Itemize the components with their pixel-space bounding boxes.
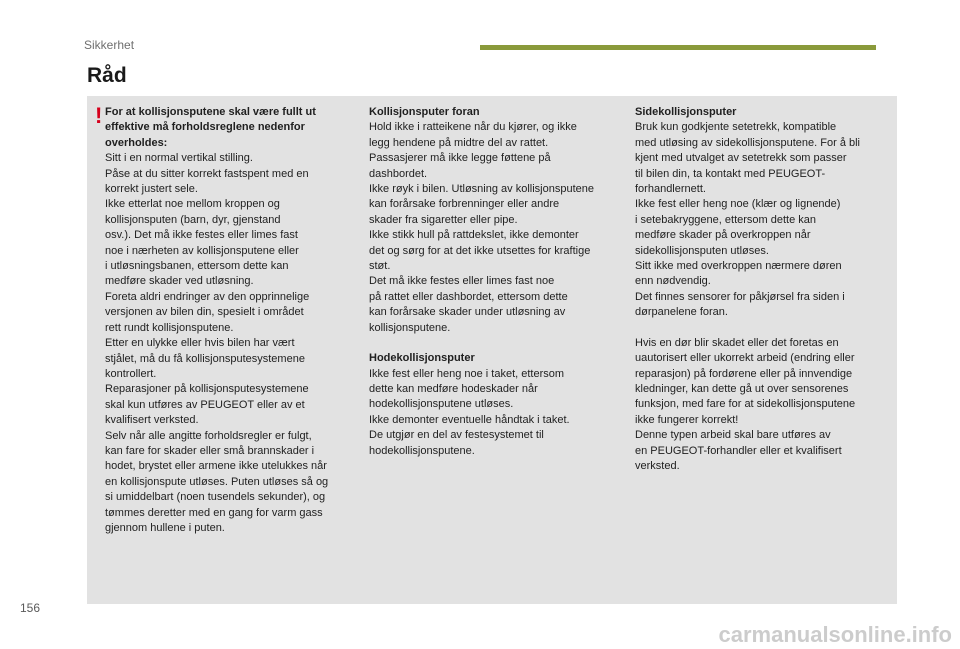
page-title: Råd xyxy=(87,64,127,87)
side-airbags-body: Bruk kun godkjente setetrekk, kompatible med utløsing av sidekollisjonsputene. For å bli kjent med utvalget av setetrekk som passer til bilen din, ta kontakt med PEUGEOT- forhandlernett. Ikke fest eller heng noe (klær og lignende) i setebakryggene, ettersom dette kan medføre skader på overkroppen når sidekollisjonsputen utløses. Sitt ikke med overkroppen nærmere døren enn nødvendig. Det finnes sensorer for påkjørsel fra siden i dørpanelene foran. xyxy=(635,121,861,319)
side-airbags-note: Hvis en dør blir skadet eller det foretas en uautorisert eller ukorrekt arbeid (endring eller reparasjon) på fordørene eller på innvendige kledninger, kan dette gå ut over sensorenes funksjon, med fare for at sidekollisjonsputene ikke fungerer korrekt! Denne typen arbeid skal bare utføres av en PEUGEOT-forhandler eller et kvalifisert verksted. xyxy=(635,336,856,472)
warning-heading: For at kollisjonsputene skal være fullt ut effektive må forholdsreglene nedenfor overholdes: xyxy=(105,106,316,149)
front-and-head-airbags-column xyxy=(369,105,619,459)
advice-box xyxy=(87,96,897,604)
side-airbags-column xyxy=(635,105,887,474)
page-number: 156 xyxy=(20,601,41,615)
section-spacer xyxy=(369,336,619,351)
watermark: carmanualsonline.info xyxy=(718,622,952,647)
section-accent-bar xyxy=(480,45,876,50)
warning-column xyxy=(95,103,355,536)
side-airbags-heading: Sidekollisjonsputer xyxy=(635,106,737,118)
front-airbags-body: Hold ikke i ratteikene når du kjører, og ikke legg hendene på midtre del av rattet. Passasjerer må ikke legge føttene på dashbordet. Ikke røyk i bilen. Utløsning av kollisjonsputene kan forårsake forbrenninger eller andre skader fra sigaretter eller pipe. Ikke stikk hull på rattdekslet, ikke demonter det og sørg for at det ikke utsettes for kraftige støt. Det må ikke festes eller limes fast noe på rattet eller dashbordet, ettersom dette kan forårsake skader under utløsning av kollisjonsputene. xyxy=(369,121,594,334)
exclamation-icon: ! xyxy=(95,103,103,128)
section-spacer xyxy=(635,321,887,336)
head-airbags-heading: Hodekollisjonsputer xyxy=(369,352,475,365)
warning-body: Sitt i en normal vertikal stilling. Påse at du sitter korrekt fastspent med en korrekt justert sele. Ikke etterlat noe mellom kroppen og kollisjonsputen (barn, dyr, gjenstand osv.). Det må ikke festes eller limes fast noe i nærheten av kollisjonsputene eller i utløsningsbanen, ettersom dette kan medføre skader ved utløsning. Foreta aldri endringer av den opprinnelige versjonen av bilen din, spesielt i området rett rundt kollisjonsputene. Etter en ulykke eller hvis bilen har vært stjålet, må du få kollisjonsputesystemene kontrollert. Reparasjoner på kollisjonsputesystemene skal kun utføres av PEUGEOT eller av et kvalifisert verksted. Selv når alle angitte forholdsregler er fulgt, kan fare for skader eller små brannskader i hodet, brystet eller armene ikke utelukkes når en kollisjonspute utløses. Puten utløses så og si umiddelbart (noen tusendels sekunder), og tømmes deretter med en gang for varm gass gjennom hullene i puten. xyxy=(105,152,329,534)
head-airbags-body: Ikke fest eller heng noe i taket, ettersom dette kan medføre hodeskader når hodekollisjonsputene utløses. Ikke demonter eventuelle håndtak i taket. De utgjør en del av festesystemet til hodekollisjonsputene. xyxy=(369,367,570,457)
section-label: Sikkerhet xyxy=(84,38,135,52)
front-airbags-heading: Kollisjonsputer foran xyxy=(369,106,480,118)
